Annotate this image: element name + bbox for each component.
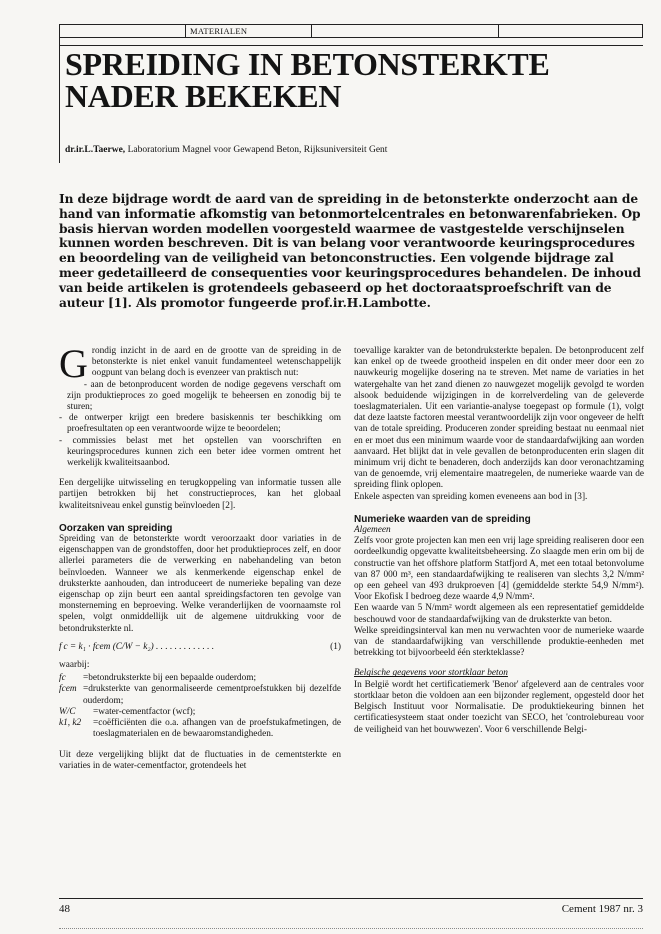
paragraph: Enkele aspecten van spreiding komen eveneens aan bod in [3]. [354,491,588,502]
formula-expression: f c = k₁ · fcem (C/W − k₂) . . . . . . . . . . . . . [59,641,215,652]
heading-numeriek: Numerieke waarden van de spreiding [354,513,531,525]
drop-cap: G [59,341,88,386]
author-line [65,145,387,155]
journal-reference: Cement 1987 nr. 3 [561,903,643,915]
definition-term: W/C [59,706,76,717]
definition-text: =betondruksterkte bij een bepaalde ouderdom; [83,673,257,684]
definitions-list [59,673,341,740]
section-header-bar [59,24,643,38]
subheading-belgische: Belgische gegevens voor stortklaar beton [354,668,508,679]
paragraph: Zelfs voor grote projecten kan men een vrij lage spreiding realiseren door een oordeelkundig opgevatte kwaliteitsbeheersing. Zo slaagde men erin om bij de constructie van het offshore platform Statfjord A, met een totaal betonvolume van 87 000 m³, een standaardafwijking te realiseren van slechts 3,2 N/mm² op een geheel van 493 drukproeven [4] (gemiddelde sterkte 54,9 N/mm²). Voor Ekofisk I bedroeg deze waarde 4,9 N/mm². [354,536,644,603]
formula [59,642,341,653]
definition-term: fcem [59,684,77,695]
subheading-algemeen: Algemeen [354,525,391,536]
left-column [59,341,341,772]
definition-row [59,673,341,684]
paragraph: Een dergelijke uitwisseling en terugkoppeling van informatie tussen alle partijen betrokken bij het constructieproces, kan het globaal kwaliteitsniveau enkel gunstig beïnvloeden [2]. [59,478,341,511]
title-side-rule [59,38,60,163]
definition-term: fc [59,673,66,684]
definition-text: =druksterkte van genormaliseerde cementproefstukken bij dezelfde ouderdom; [83,684,341,706]
definition-row [59,718,341,740]
section-label: MATERIALEN [190,26,248,36]
heading-oorzaken: Oorzaken van spreiding [59,522,173,534]
intro-paragraph [59,341,341,386]
paragraph: toevallige karakter van de betondruksterkte bepalen. De betonproducent zelf kan enkel op de tweede grootheid inspelen en dit onder meer door een zo nauwkeurig mogelijke dosering na te streven. Met name de variaties in het watergehalte van het zand dienen zo nauwgezet mogelijk gevolgd te worden alsook beduidende wijzigingen in de korrelverdeling van de geleverde toeslagmaterialen. Uit een variantie-analyse toegepast op formule (1), volgt dat deze laatste factoren meestal verantwoordelijk zijn voor ongeveer de helft van de totale spreiding. Produceren zonder spreiding bestaat nu eenmaal niet en er moet dus een minimum waarde voor de standaardafwijking aan worden aanvaard. Het blijkt dat in vele gevallen de betonproducenten erin slagen dit minimum vrij dicht te benaderen, doch anderzijds kan door veronachtzaming van de genoemde, vrij elementaire maatregelen, de numerieke waarde van de spreiding flink oplopen. [354,346,644,491]
paragraph: Welke spreidingsinterval kan men nu verwachten voor de numerieke waarde van de standaardafwijking van verschillende produktie-eenheden met betrekking tot bijvoorbeeld één sterkteklasse? [354,625,644,659]
title-line-1: SPREIDING IN BETONSTERKTE [65,46,550,82]
footer-rule [59,898,643,899]
section-header-cell-empty [312,24,499,38]
right-column [354,346,644,736]
author-name: dr.ir.L.Taerwe, [65,145,126,155]
bullet-item: - de ontwerper krijgt een bredere basiskennis ter beschikking om proefresultaten op een verantwoorde wijze te beoordelen; [59,413,341,435]
paragraph: In België wordt het certificatiemerk 'Benor' afgeleverd aan de centrales voor stortklaar beton die voldoen aan een bijzonder reglement, opgesteld door het Belgisch Instituut voor Normalisatie. De produktiekeuring binnen het certificatiesysteem staat onder toezicht van SECO, het 'controlebureau voor de veiligheid van het bouwwezen'. Voor 6 verschillende Belgi- [354,679,644,735]
intro-text: rondig inzicht in de aard en de grootte van de spreiding in de betonsterkte is niet enkel vanuit fundamenteel wetenschappelijk oogpunt van belang doch is evenzeer van praktisch nut: [91,346,341,379]
lead-paragraph: In deze bijdrage wordt de aard van de spreiding in de betonsterkte onderzocht aan de hand van informatie afkomstig van betonmortelcentrales en betonwarenfabrieken. Op basis hiervan worden modellen voorgesteld waarmee de vastgestelde verschijnselen kunnen worden beschreven. Dit is van belang voor verantwoorde keuringsprocedures en beoordeling van de veiligheid van betonconstructies. Een volgende bijdrage zal meer gedetailleerd de consequenties voor keuringsprocedures behandelen. De inhoud van beide artikelen is grotendeels gebaseerd op het doctoraatsproefschrift van de auteur [1]. Als promotor fungeerde prof.ir.H.Lambotte. [59,192,641,310]
bottom-dotted-rule [59,928,643,929]
author-affiliation: Laboratorium Magnel voor Gewapend Beton, Rijksuniversiteit Gent [127,145,388,155]
paragraph: Spreiding van de betonsterkte wordt veroorzaakt door variaties in de eigenschappen van de grondstoffen, door het produktieproces zelf, en door allerlei parameters die de verwerking en nabehandeling van beton beïnvloeden. Wanneer we als kenmerkende eigenschap enkel de druksterkte aanhouden, dan introduceert de numerieke bepaling van deze eigenschap op zijn beurt een aantal spreidingsfactoren ten gevolge van monsterneming en beproeving. Welke veranderlijken de voornaamste rol spelen, volgt onmiddellijk uit de algemene uitdrukking voor de betondruksterkte nl. [59,534,341,634]
title-line-2: NADER BEKEKEN [65,78,342,114]
paragraph: Uit deze vergelijking blijkt dat de fluctuaties in de cementsterkte en variaties in de water-cementfactor, grotendeels het [59,749,341,771]
waarbij-label: waarbij: [59,660,90,671]
bullet-item: - commissies belast met het opstellen van voorschriften en keuringsprocedures kunnen zich een beter idee vormen omtrent het werkelijk kwaliteitsaanbod. [59,435,341,469]
bullet-item: - aan de betonproducent worden de nodige gegevens verschaft om zijn produktieproces zo goed mogelijk te beheersen en zonodig bij te sturen; [67,379,341,413]
definition-text: =water-cementfactor (wcf); [93,706,196,717]
page-number: 48 [59,903,70,915]
formula-number: (1) [330,641,341,652]
definition-text: =coëfficiënten die o.a. afhangen van de proefstukafmetingen, de toeslagmaterialen en de bewaaromstandigheden. [93,718,341,740]
definition-row [59,684,341,706]
definition-term: k1, k2 [59,718,82,729]
article-title [65,48,640,112]
paragraph: Een waarde van 5 N/mm² wordt algemeen als een representatief gemiddelde beschouwd voor de standaardafwijking van de druksterkte van beton. [354,603,644,625]
definition-row [59,707,341,718]
